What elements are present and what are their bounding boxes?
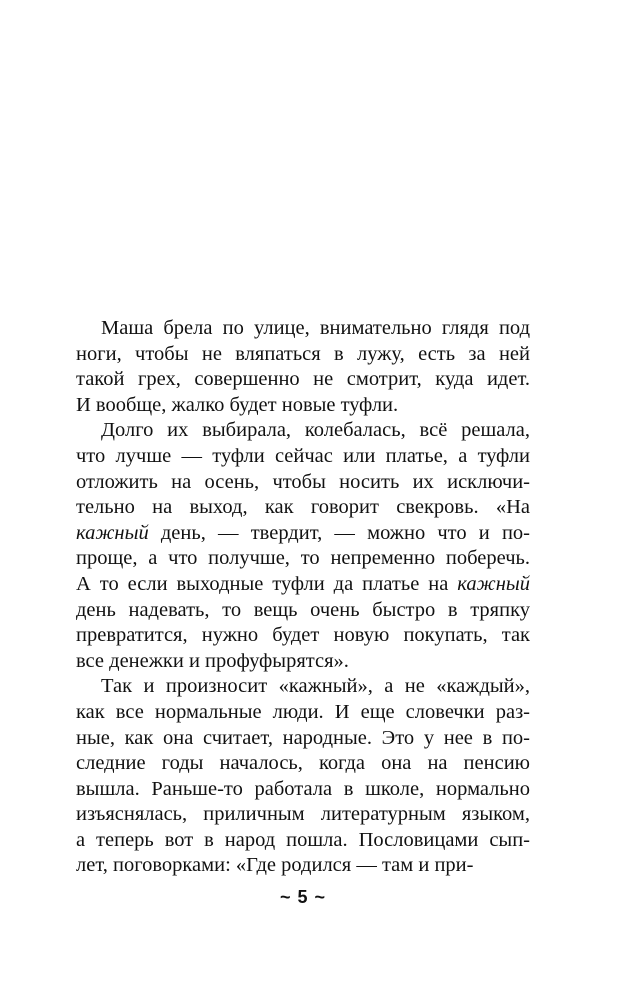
text-line — [76, 777, 530, 803]
text-segment: что лучше — туфли сейчас или платье, а туфли — [76, 444, 530, 467]
text-line — [76, 623, 530, 649]
italic-word: кажный — [457, 572, 530, 595]
text-segment: превратится, нужно будет новую покупать, так — [76, 624, 530, 647]
page-number: ~ 5 ~ — [279, 887, 327, 907]
body-text — [76, 316, 530, 879]
text-segment: тельно на выход, как говорит свекровь. «На — [76, 496, 530, 519]
text-segment: Так и произносит «кажный», а не «каждый», — [101, 675, 530, 698]
text-segment: проще, а что получше, то непременно поберечь. — [76, 547, 530, 570]
text-segment: вышла. Раньше-то работала в школе, нормально — [76, 777, 530, 800]
text-segment: И вообще, жалко будет новые туфли. — [76, 393, 399, 416]
text-line — [76, 495, 530, 521]
text-segment: ные, как она считает, народные. Это у нее в по- — [76, 726, 530, 749]
text-segment: а теперь вот в народ пошла. Пословицами сып- — [76, 828, 530, 851]
text-segment: как все нормальные люди. И еще словечки раз- — [76, 700, 530, 723]
text-line — [76, 828, 530, 854]
text-segment: отложить на осень, чтобы носить их исключи- — [76, 470, 530, 493]
text-line — [76, 470, 530, 496]
book-page — [76, 0, 530, 1000]
text-segment: следние годы началось, когда она на пенсию — [76, 752, 530, 775]
text-line — [76, 393, 530, 419]
text-segment: день, — твердит, — можно что и по- — [148, 521, 530, 544]
text-segment: Маша брела по улице, внимательно глядя под — [101, 317, 530, 339]
text-segment: такой грех, совершенно не смотрит, куда идет. — [76, 368, 530, 391]
text-line — [76, 802, 530, 828]
paragraph — [76, 674, 530, 879]
text-segment: А то если выходные туфли да платье на — [76, 572, 458, 595]
text-line — [76, 342, 530, 368]
text-segment: ноги, чтобы не вляпаться в лужу, есть за ней — [76, 342, 530, 365]
text-segment: все денежки и профуфырятся». — [76, 649, 349, 672]
text-segment: лет, поговорками: «Где родился — там и при- — [76, 854, 474, 877]
text-line — [76, 521, 530, 547]
text-segment: Долго их выбирала, колебалась, всё решала, — [101, 419, 530, 442]
text-line — [76, 726, 530, 752]
paragraph — [76, 316, 530, 418]
text-line — [76, 853, 530, 879]
text-line — [76, 751, 530, 777]
text-line — [76, 367, 530, 393]
text-segment: изъяснялась, приличным литературным языком, — [76, 803, 530, 826]
text-line — [76, 316, 530, 342]
text-line — [76, 700, 530, 726]
text-line — [76, 444, 530, 470]
text-segment: день надевать, то вещь очень быстро в тряпку — [76, 598, 530, 621]
text-line — [76, 546, 530, 572]
paragraph — [76, 418, 530, 674]
text-line — [76, 674, 530, 700]
text-line — [76, 418, 530, 444]
text-line — [76, 649, 530, 675]
italic-word: кажный — [76, 521, 149, 544]
text-line — [76, 572, 530, 598]
text-line — [76, 598, 530, 624]
